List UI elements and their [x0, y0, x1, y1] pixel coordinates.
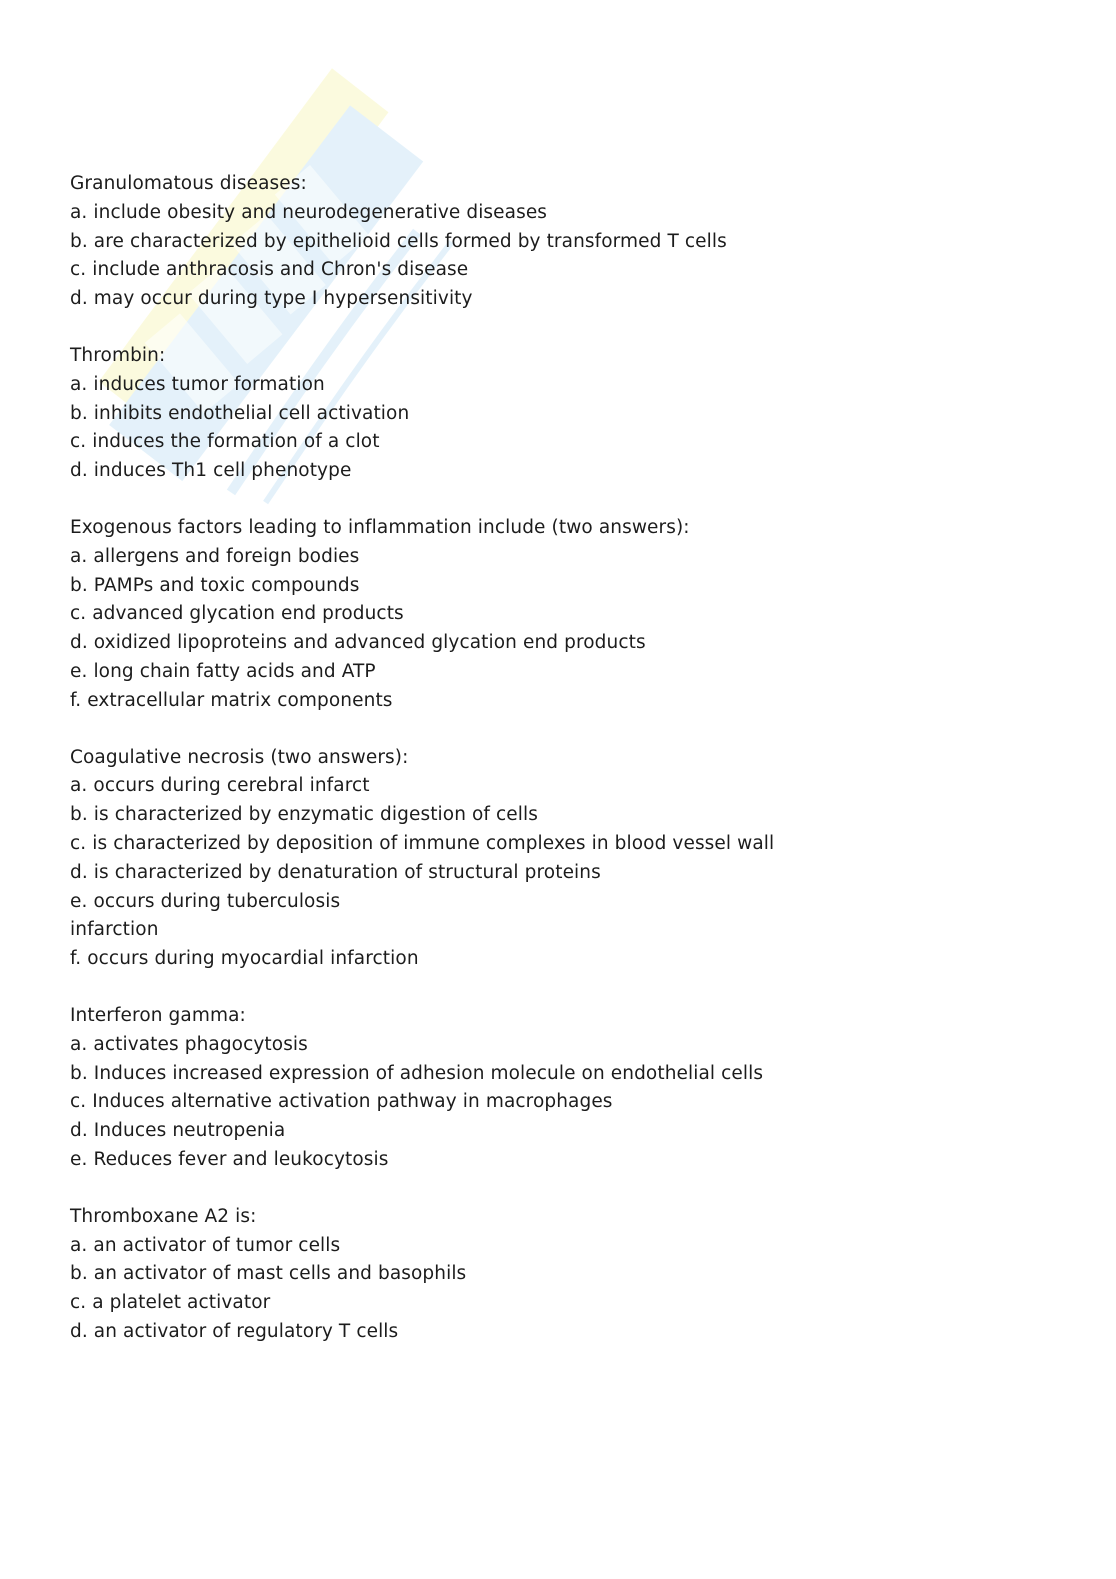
answer-option: e. occurs during tuberculosis	[70, 890, 341, 912]
answer-option: b. is characterized by enzymatic digestion of cells	[70, 804, 538, 826]
answer-option: a. induces tumor formation	[70, 373, 325, 395]
answer-option: d. Induces neutropenia	[70, 1120, 286, 1142]
answer-option-highlighted	[70, 572, 1070, 601]
answer-option-text: d. is characterized by denaturation of structural proteins	[70, 861, 601, 883]
answer-option: d. an activator of regulatory T cells	[70, 1320, 399, 1342]
question-block	[70, 744, 1070, 974]
answer-option: infarction	[70, 919, 159, 941]
question-stem: Thromboxane A2 is:	[70, 1205, 257, 1227]
highlighter-mark	[66, 428, 390, 457]
answer-option: d. oxidized lipoproteins and advanced glycation end products	[70, 632, 646, 654]
question-stem: Exogenous factors leading to inflammation include (two answers):	[70, 516, 690, 538]
question-stem: Granulomatous diseases:	[70, 173, 307, 194]
answer-option: d. induces Th1 cell phenotype	[70, 460, 352, 482]
highlighter-mark	[66, 543, 369, 572]
highlighter-mark	[66, 1289, 280, 1318]
highlighter-mark	[66, 859, 611, 888]
answer-option: c. Induces alternative activation pathway in macrophages	[70, 1091, 613, 1113]
answer-option-highlighted	[70, 543, 1070, 572]
question-block	[70, 170, 1070, 314]
highlighter-mark	[66, 1031, 318, 1060]
answer-option-text: c. induces the formation of a clot	[70, 431, 380, 453]
answer-option: f. extracellular matrix components	[70, 689, 393, 711]
answer-option-highlighted	[70, 428, 1070, 457]
question-block	[70, 1002, 1070, 1175]
answer-option-highlighted	[70, 945, 1070, 974]
answer-option: b. Induces increased expression of adhesion molecule on endothelial cells	[70, 1062, 764, 1084]
answer-option-text: b. PAMPs and toxic compounds	[70, 574, 360, 596]
answer-option: e. Reduces fever and leukocytosis	[70, 1148, 389, 1170]
question-stem: Thrombin:	[70, 344, 166, 366]
question-stem: Interferon gamma:	[70, 1004, 246, 1026]
answer-option-text: c. a platelet activator	[70, 1292, 271, 1314]
answer-option-text: f. occurs during myocardial infarction	[70, 948, 419, 970]
highlighter-mark	[66, 945, 429, 974]
answer-option: c. advanced glycation end products	[70, 603, 404, 625]
highlighter-mark	[66, 256, 478, 285]
answer-option: d. may occur during type I hypersensitivity	[70, 288, 473, 310]
question-block	[70, 342, 1070, 486]
answer-option: b. inhibits endothelial cell activation	[70, 402, 410, 424]
answer-option-text: a. activates phagocytosis	[70, 1033, 308, 1055]
question-stem: Coagulative necrosis (two answers):	[70, 746, 409, 768]
answer-option: c. is characterized by deposition of immune complexes in blood vessel wall	[70, 832, 775, 854]
answer-option: b. are characterized by epithelioid cells formed by transformed T cells	[70, 230, 727, 252]
answer-option-text: c. include anthracosis and Chron's disease	[70, 259, 469, 281]
answer-option: a. include obesity and neurodegenerative diseases	[70, 201, 548, 223]
question-block	[70, 514, 1070, 716]
answer-option-highlighted	[70, 859, 1070, 888]
answer-option-highlighted	[70, 256, 1070, 285]
quiz-content	[70, 170, 1070, 1375]
answer-option: a. occurs during cerebral infarct	[70, 775, 370, 797]
answer-option: a. an activator of tumor cells	[70, 1234, 341, 1256]
answer-option: e. long chain fatty acids and ATP	[70, 660, 376, 682]
question-block	[70, 1203, 1070, 1347]
answer-option-highlighted	[70, 1289, 1070, 1318]
answer-option: b. an activator of mast cells and basophils	[70, 1263, 467, 1285]
answer-option-text: a. allergens and foreign bodies	[70, 545, 360, 567]
highlighter-mark	[66, 572, 369, 601]
answer-option-highlighted	[70, 1031, 1070, 1060]
